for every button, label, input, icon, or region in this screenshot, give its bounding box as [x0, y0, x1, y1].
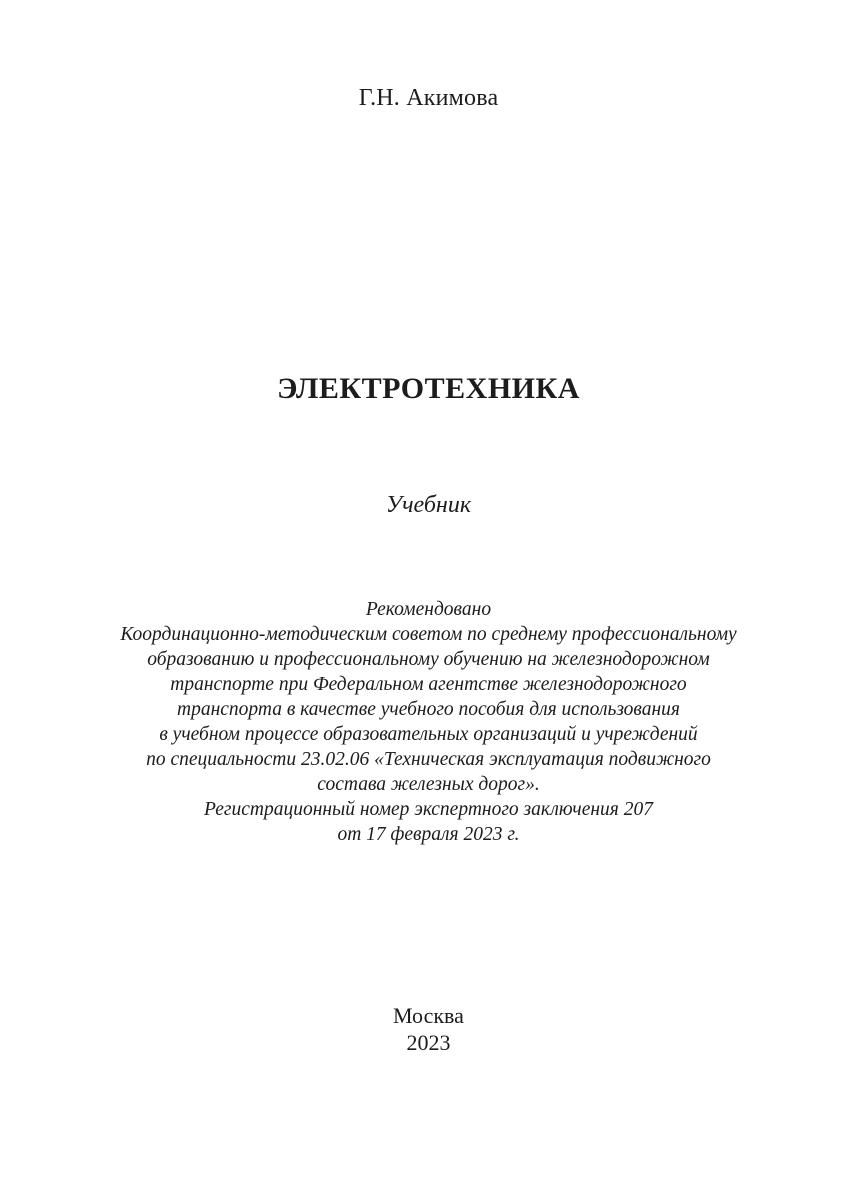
recommendation-line: образованию и профессиональному обучению на железнодорожном — [147, 649, 710, 670]
book-title: ЭЛЕКТРОТЕХНИКА — [277, 372, 580, 405]
recommendation-line: в учебном процессе образовательных организаций и учреждений — [159, 724, 698, 745]
author-name: Г.Н. Акимова — [358, 85, 499, 111]
publication-year: 2023 — [406, 1030, 451, 1055]
recommendation-line: по специальности 23.02.06 «Техническая эксплуатация подвижного — [146, 749, 711, 770]
registration-number: Регистрационный номер экспертного заключения 207 — [204, 799, 653, 820]
recommendation-line: Координационно-методическим советом по среднему профессиональному — [120, 624, 737, 645]
recommendation-block — [0, 597, 857, 847]
registration-date: от 17 февраля 2023 г. — [337, 824, 520, 845]
recommendation-line: состава железных дорог». — [317, 774, 540, 795]
recommendation-heading: Рекомендовано — [365, 599, 492, 620]
book-type: Учебник — [385, 492, 472, 518]
publication-city: Москва — [393, 1003, 464, 1028]
recommendation-line: транспорта в качестве учебного пособия для использования — [176, 699, 680, 720]
recommendation-line: транспорте при Федеральном агентстве железнодорожного — [170, 674, 687, 695]
